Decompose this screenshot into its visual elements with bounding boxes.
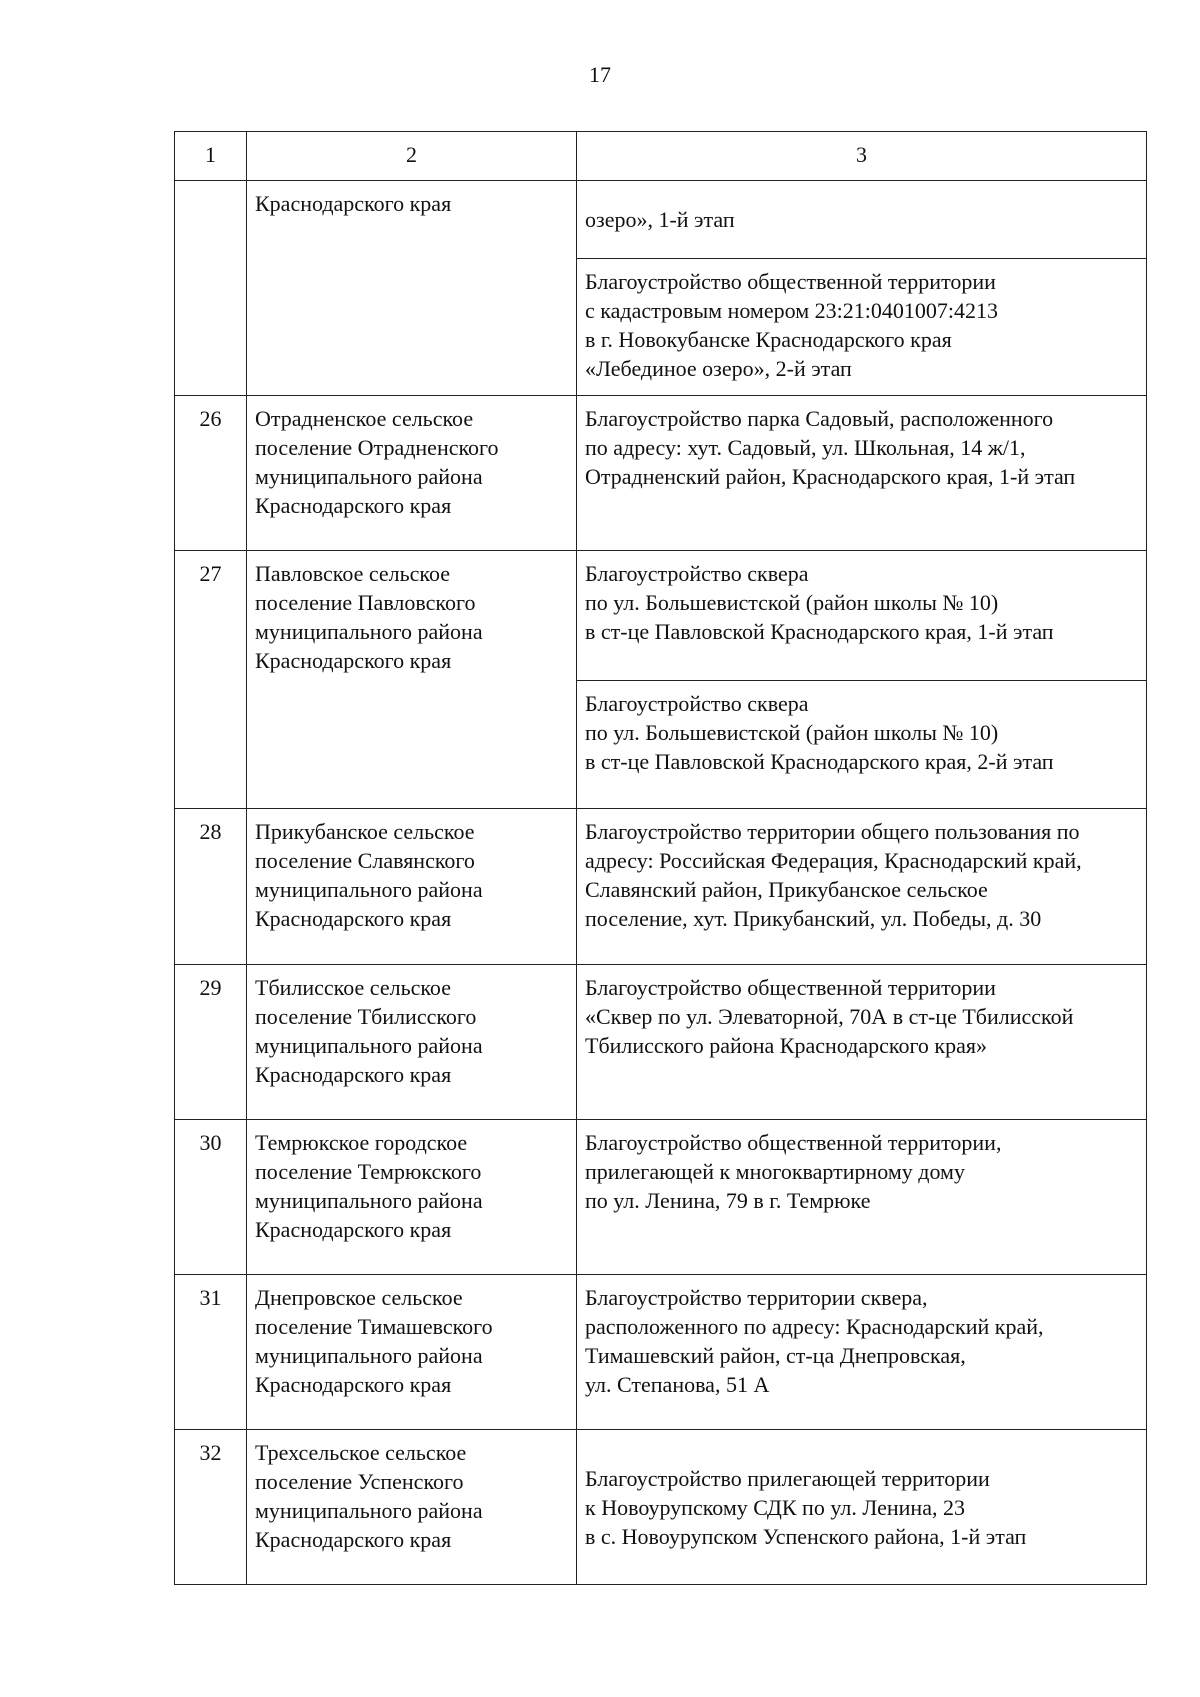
project-description [577, 259, 1147, 396]
municipality-name [247, 809, 577, 965]
name-line: муниципального района [255, 1033, 483, 1058]
desc-line: Благоустройство сквера [585, 561, 809, 586]
project-description [577, 551, 1147, 681]
header-col-2: 2 [247, 132, 577, 181]
name-line: Трехсельское сельское [255, 1440, 467, 1465]
programs-table [174, 131, 1147, 1585]
name-line: Павловское сельское [255, 561, 451, 586]
project-description [577, 1430, 1147, 1585]
desc-line: «Лебединое озеро», 2-й этап [585, 356, 852, 381]
name-line: муниципального района [255, 1343, 483, 1368]
name-line: поселение Темрюкского [255, 1159, 482, 1184]
desc-line: Благоустройство общественной территории [585, 269, 996, 294]
table-row [175, 1120, 1147, 1275]
name-line: Тбилисское сельское [255, 975, 451, 1000]
name-line: Прикубанское сельское [255, 819, 475, 844]
desc-line: в г. Новокубанске Краснодарского края [585, 327, 952, 352]
desc-line: к Новоурупскому СДК по ул. Ленина, 23 [585, 1494, 965, 1520]
project-description [577, 1275, 1147, 1430]
project-description [577, 965, 1147, 1120]
name-line: муниципального района [255, 877, 483, 902]
municipality-name [247, 1120, 577, 1275]
desc-line: с кадастровым номером 23:21:0401007:4213 [585, 298, 998, 323]
name-line: Краснодарского края [255, 191, 452, 216]
desc-line: по ул. Большевистской (район школы № 10) [585, 720, 999, 745]
header-col-3: 3 [577, 132, 1147, 181]
name-line: муниципального района [255, 619, 483, 644]
name-line: муниципального района [255, 1498, 483, 1523]
municipality-name [247, 1275, 577, 1430]
desc-line: в с. Новоурупском Успенского района, 1-й этап [585, 1523, 1027, 1549]
row-number: 27 [175, 551, 247, 809]
project-description [577, 1120, 1147, 1275]
name-line: Краснодарского края [255, 1527, 452, 1552]
table-header-row [175, 132, 1147, 181]
desc-line: Благоустройство парка Садовый, расположенного [585, 406, 1054, 431]
desc-line: Тбилисского района Краснодарского края» [585, 1033, 987, 1058]
name-line: Отрадненское сельское [255, 406, 474, 431]
desc-line: по адресу: хут. Садовый, ул. Школьная, 14 ж/1, [585, 435, 1026, 460]
row-number: 28 [175, 809, 247, 965]
name-line: поселение Успенского [255, 1469, 464, 1494]
desc-line: «Сквер по ул. Элеваторной, 70А в ст-це Тбилисской [585, 1004, 1074, 1029]
table-row [175, 396, 1147, 551]
desc-line: в ст-це Павловской Краснодарского края, 2-й этап [585, 749, 1054, 774]
row-number: 32 [175, 1430, 247, 1585]
desc-line: ул. Степанова, 51 А [585, 1372, 770, 1397]
project-description [577, 809, 1147, 965]
desc-line: Благоустройство общественной территории, [585, 1130, 1002, 1155]
table-row [175, 809, 1147, 965]
desc-line: по ул. Ленина, 79 в г. Темрюке [585, 1188, 871, 1213]
row-number: 30 [175, 1120, 247, 1275]
table-row [175, 1430, 1147, 1585]
table-row [175, 551, 1147, 681]
name-line: муниципального района [255, 464, 483, 489]
row-number: 29 [175, 965, 247, 1120]
name-line: поселение Тбилисского [255, 1004, 477, 1029]
name-line: Краснодарского края [255, 493, 452, 518]
name-line: поселение Тимашевского [255, 1314, 493, 1339]
project-description [577, 396, 1147, 551]
desc-line: прилегающей к многоквартирному дому [585, 1159, 965, 1184]
name-line: муниципального района [255, 1188, 483, 1213]
row-number: 26 [175, 396, 247, 551]
page-number: 17 [589, 62, 611, 87]
municipality-name [247, 396, 577, 551]
project-description [577, 181, 1147, 259]
municipality-name [247, 181, 577, 396]
name-line: Краснодарского края [255, 906, 452, 931]
row-number [175, 181, 247, 396]
desc-line: адресу: Российская Федерация, Краснодарский край, [585, 848, 1082, 873]
desc-line: поселение, хут. Прикубанский, ул. Победы, д. 30 [585, 906, 1042, 931]
name-line: поселение Отрадненского [255, 435, 499, 460]
name-line: поселение Павловского [255, 590, 476, 615]
name-line: Краснодарского края [255, 1372, 452, 1397]
row-number: 31 [175, 1275, 247, 1430]
name-line: Краснодарского края [255, 1217, 452, 1242]
desc-line: Благоустройство сквера [585, 691, 809, 716]
desc-line: Благоустройство территории общего пользования по [585, 819, 1080, 844]
table-row [175, 965, 1147, 1120]
project-description [577, 681, 1147, 809]
desc-line: Благоустройство прилегающей территории [585, 1465, 990, 1491]
name-line: Темрюкское городское [255, 1130, 468, 1155]
table-row [175, 181, 1147, 259]
desc-line: Благоустройство территории сквера, [585, 1285, 928, 1310]
table-row [175, 1275, 1147, 1430]
desc-line: Славянский район, Прикубанское сельское [585, 877, 988, 902]
desc-line: озеро», 1-й этап [585, 207, 735, 232]
desc-line: Отрадненский район, Краснодарского края, 1-й этап [585, 464, 1076, 489]
desc-line: по ул. Большевистской (район школы № 10) [585, 590, 999, 615]
name-line: Днепровское сельское [255, 1285, 463, 1310]
municipality-name [247, 551, 577, 809]
municipality-name [247, 1430, 577, 1585]
name-line: Краснодарского края [255, 648, 452, 673]
desc-line: в ст-це Павловской Краснодарского края, 1-й этап [585, 619, 1054, 644]
desc-line: расположенного по адресу: Краснодарский край, [585, 1314, 1044, 1339]
name-line: поселение Славянского [255, 848, 475, 873]
desc-line: Благоустройство общественной территории [585, 975, 996, 1000]
desc-line: Тимашевский район, ст-ца Днепровская, [585, 1343, 966, 1368]
name-line: Краснодарского края [255, 1062, 452, 1087]
municipality-name [247, 965, 577, 1120]
header-col-1: 1 [175, 132, 247, 181]
